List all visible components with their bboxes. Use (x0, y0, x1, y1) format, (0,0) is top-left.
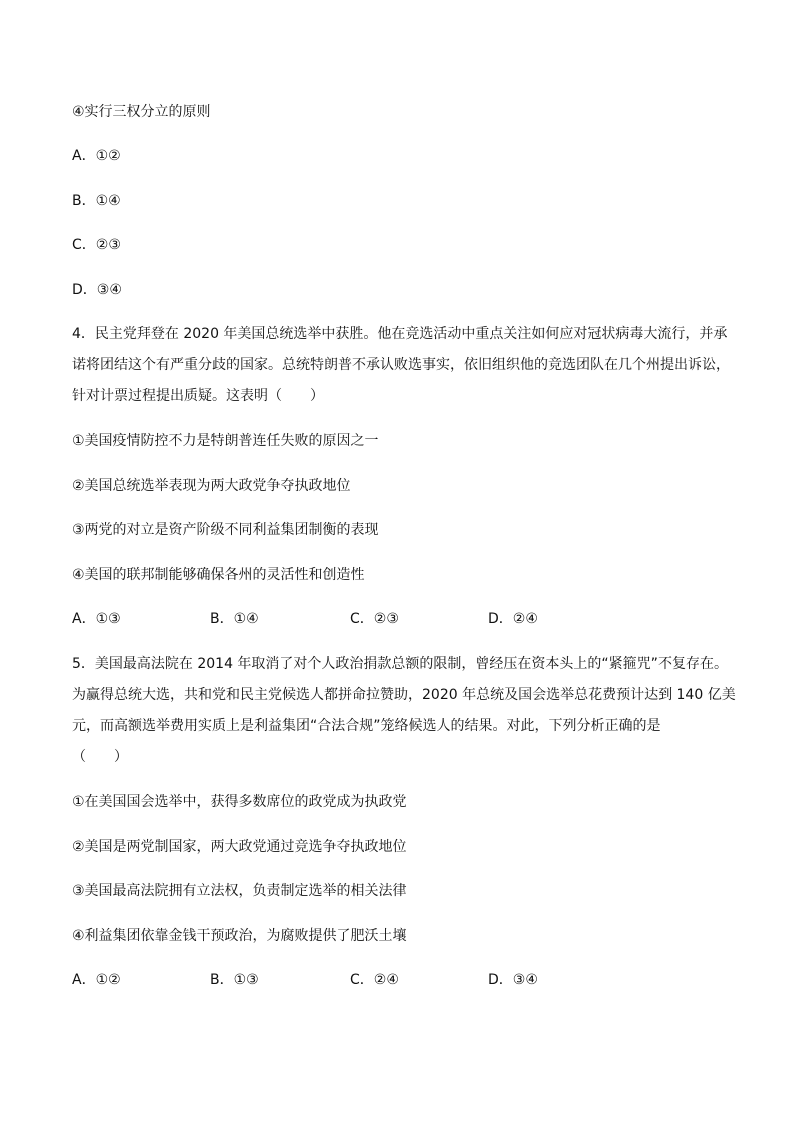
q5-stem-line: （ ） (72, 749, 128, 765)
q4-stem-line: 诺将团结这个有严重分歧的国家。总统特朗普不承认败选事实，依旧组织他的竞选团队在几个州提出诉讼， (72, 357, 730, 373)
q4-statement-3: ③两党的对立是资产阶级不同利益集团制衡的表现 (72, 522, 379, 538)
option-b: B．①④ (72, 193, 121, 209)
q4-statement-1: ①美国疫情防控不力是特朗普连任失败的原因之一 (72, 433, 379, 449)
q5-statement-4: ④利益集团依靠金钱干预政治，为腐败提供了肥沃土壤 (72, 928, 407, 944)
option-a: A．①② (72, 148, 121, 164)
q5-option-b: B．①③ (210, 972, 259, 988)
q5-stem-line: 为赢得总统大选，共和党和民主党候选人都拼命拉赞助，2020 年总统及国会选举总花费预计达到 140 亿美 (72, 687, 736, 703)
q5-stem-line: 5．美国最高法院在 2014 年取消了对个人政治捐款总额的限制，曾经压在资本头上的“紧箍咒”不复存在。 (72, 656, 728, 672)
q5-option-d: D．③④ (488, 972, 538, 988)
q4-options (72, 609, 632, 629)
q4-option-b: B．①④ (210, 611, 259, 627)
q4-option-a: A．①③ (72, 611, 121, 627)
statement-4: ④实行三权分立的原则 (72, 104, 211, 120)
q4-stem-line: 4．民主党拜登在 2020 年美国总统选举中获胜。他在竞选活动中重点关注如何应对冠状病毒大流行，并承 (72, 326, 728, 342)
q5-option-a: A．①② (72, 972, 121, 988)
q4-option-d: D．②④ (488, 611, 538, 627)
option-c: C．②③ (72, 237, 121, 253)
q5-stem-line: 元，而高额选举费用实质上是利益集团“合法合规”笼络候选人的结果。对此，下列分析正确的是 (72, 718, 661, 734)
q5-option-c: C．②④ (350, 972, 399, 988)
q4-option-c: C．②③ (350, 611, 399, 627)
q5-statement-2: ②美国是两党制国家，两大政党通过竞选争夺执政地位 (72, 839, 407, 855)
q4-statement-4: ④美国的联邦制能够确保各州的灵活性和创造性 (72, 567, 365, 583)
q4-stem-line: 针对计票过程提出质疑。这表明（ ） (72, 388, 324, 404)
q5-options (72, 970, 632, 990)
q5-statement-3: ③美国最高法院拥有立法权，负责制定选举的相关法律 (72, 883, 407, 899)
option-d: D．③④ (72, 282, 122, 298)
q5-statement-1: ①在美国国会选举中，获得多数席位的政党成为执政党 (72, 794, 407, 810)
q4-statement-2: ②美国总统选举表现为两大政党争夺执政地位 (72, 478, 351, 494)
